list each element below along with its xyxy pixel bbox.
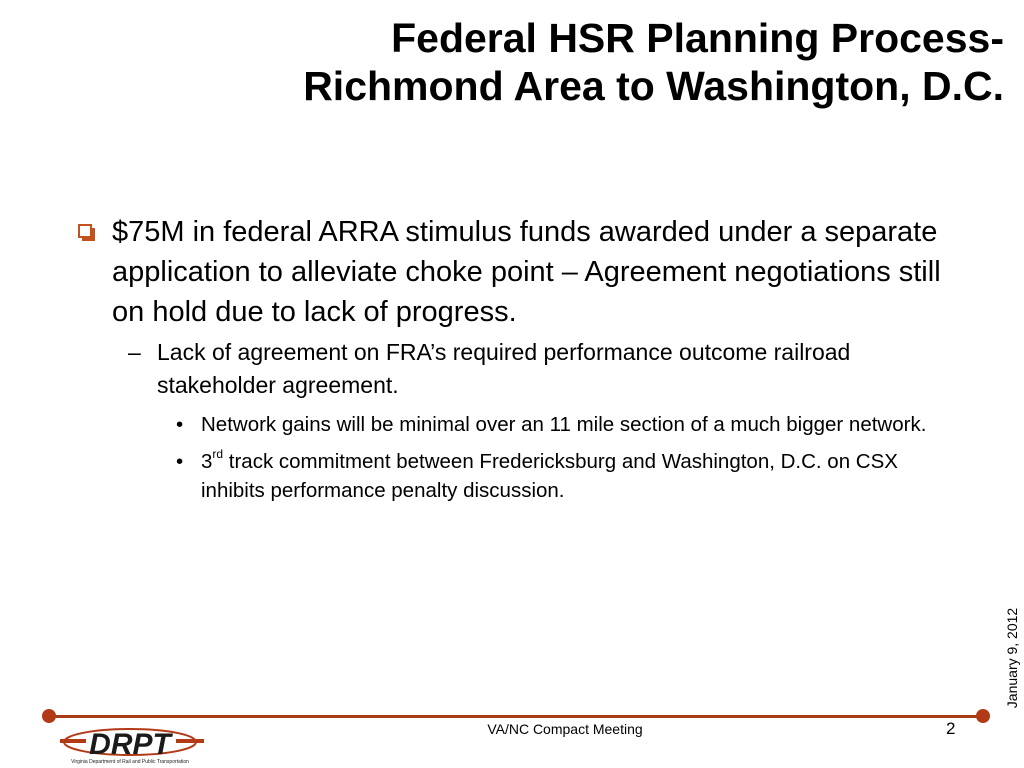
- title-line-1: Federal HSR Planning Process-: [391, 15, 1004, 61]
- page-number: 2: [946, 719, 956, 738]
- bullet-level-1-text: $75M in federal ARRA stimulus funds awarded under a separate application to alleviate choke point – Agreement negotiations still on hold due to lack of progress.: [112, 216, 941, 328]
- slide-body: [78, 212, 958, 505]
- drpt-logo: [58, 722, 208, 766]
- logo-tagline: Virginia Department of Rail and Public Transportation: [71, 759, 189, 765]
- superscript-ordinal: rd: [212, 447, 224, 462]
- slide-date: January 9, 2012: [1004, 607, 1020, 709]
- checkbox-bullet-icon: [78, 224, 92, 238]
- divider-left-dot: [42, 709, 56, 723]
- dot-bullet-icon: •: [176, 450, 184, 473]
- bullet-level-1: [78, 212, 958, 332]
- bullet-level-2-text: Lack of agreement on FRA’s required performance outcome railroad stakeholder agreement.: [157, 339, 851, 398]
- bullet-level-3-text: Network gains will be minimal over an 11 mile section of a much bigger network.: [201, 413, 927, 436]
- slide-title: [104, 14, 1004, 110]
- footer-meeting-name: VA/NC Compact Meeting: [487, 721, 643, 737]
- drpt-logo-icon: [58, 722, 208, 766]
- divider-right-dot: [976, 709, 990, 723]
- bullet-level-3-text: track commitment between Fredericksburg and Washington, D.C. on CSX inhibits performance penalty discussion.: [201, 450, 898, 502]
- dash-bullet-icon: –: [128, 339, 141, 365]
- bullet-level-3-prefix: 3: [201, 450, 213, 473]
- dot-bullet-icon: •: [176, 413, 184, 436]
- title-line-2: Richmond Area to Washington, D.C.: [303, 63, 1004, 109]
- bullet-level-3: [176, 447, 958, 505]
- footer-divider: [48, 715, 984, 718]
- bullet-level-3: [176, 410, 958, 439]
- bullet-level-2: [128, 336, 958, 402]
- logo-wordmark: DRPT: [89, 728, 171, 761]
